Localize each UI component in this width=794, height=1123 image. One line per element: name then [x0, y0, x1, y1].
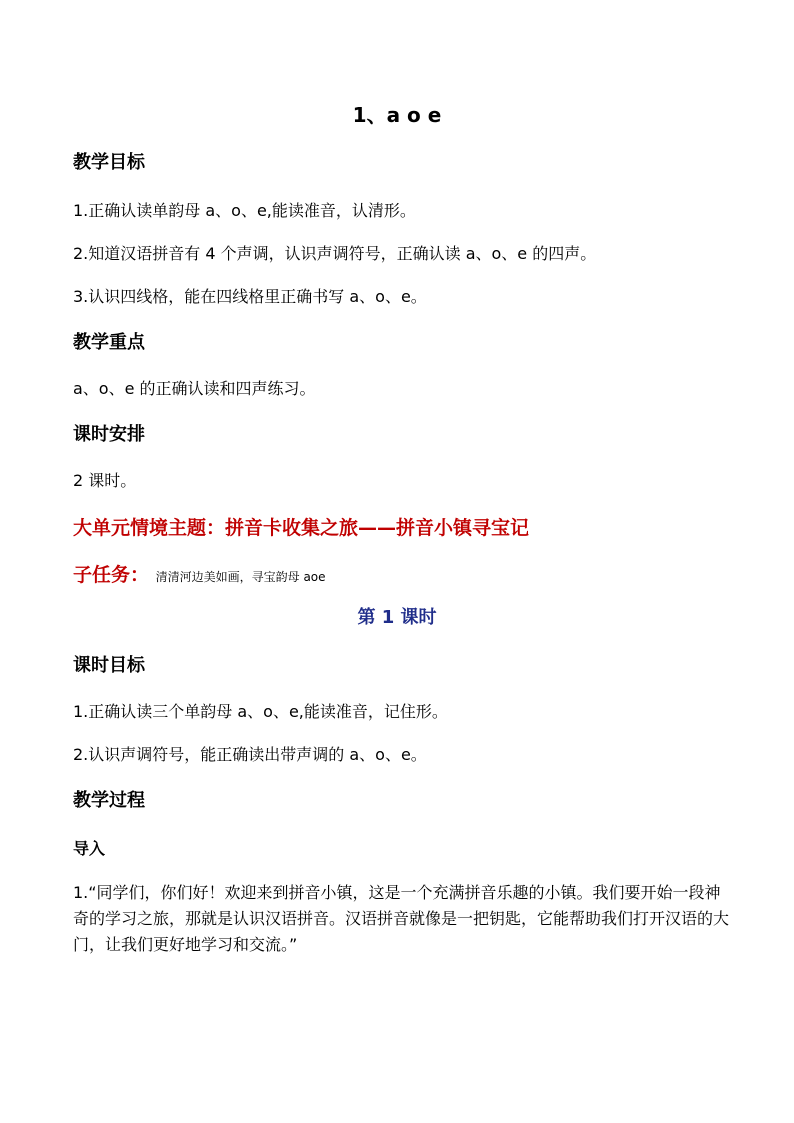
objective-3: 3.认识四线格，能在四线格里正确书写 a、o、e。: [73, 287, 427, 306]
subtask-label: 子任务：: [73, 564, 150, 586]
subtask-text: 清清河边美如画，寻宝韵母 aoe: [155, 570, 326, 584]
objective-1: 1.正确认读单韵母 a、o、e,能读准音，认清形。: [73, 201, 416, 220]
unit-theme: 大单元情境主题：拼音卡收集之旅——拼音小镇寻宝记: [73, 517, 530, 539]
intro-heading: 导入: [73, 839, 106, 858]
schedule-heading: 课时安排: [73, 424, 145, 445]
objectives-heading: 教学目标: [73, 152, 145, 173]
lesson-goal-2: 2.认识声调符号，能正确读出带声调的 a、o、e。: [73, 745, 427, 764]
key-points-heading: 教学重点: [73, 332, 145, 353]
schedule-text: 2 课时。: [73, 471, 137, 490]
document-title: 1、a o e: [352, 103, 442, 127]
process-heading: 教学过程: [73, 790, 145, 811]
lesson-goals-heading: 课时目标: [73, 655, 145, 676]
lesson-title: 第 1 课时: [357, 607, 437, 628]
objective-2: 2.知道汉语拼音有 4 个声调，认识声调符号，正确认读 a、o、e 的四声。: [73, 244, 597, 263]
subtask-line: [73, 563, 326, 589]
lesson-goal-1: 1.正确认读三个单韵母 a、o、e,能读准音，记住形。: [73, 702, 448, 721]
key-points-text: a、o、e 的正确认读和四声练习。: [73, 379, 316, 398]
intro-paragraph: 1.“同学们，你们好！欢迎来到拼音小镇，这是一个充满拼音乐趣的小镇。我们要开始一段神奇的学习之旅，那就是认识汉语拼音。汉语拼音就像是一把钥匙，它能帮助我们打开汉语的大门，让我们更好地学习和交流。”: [73, 883, 730, 954]
